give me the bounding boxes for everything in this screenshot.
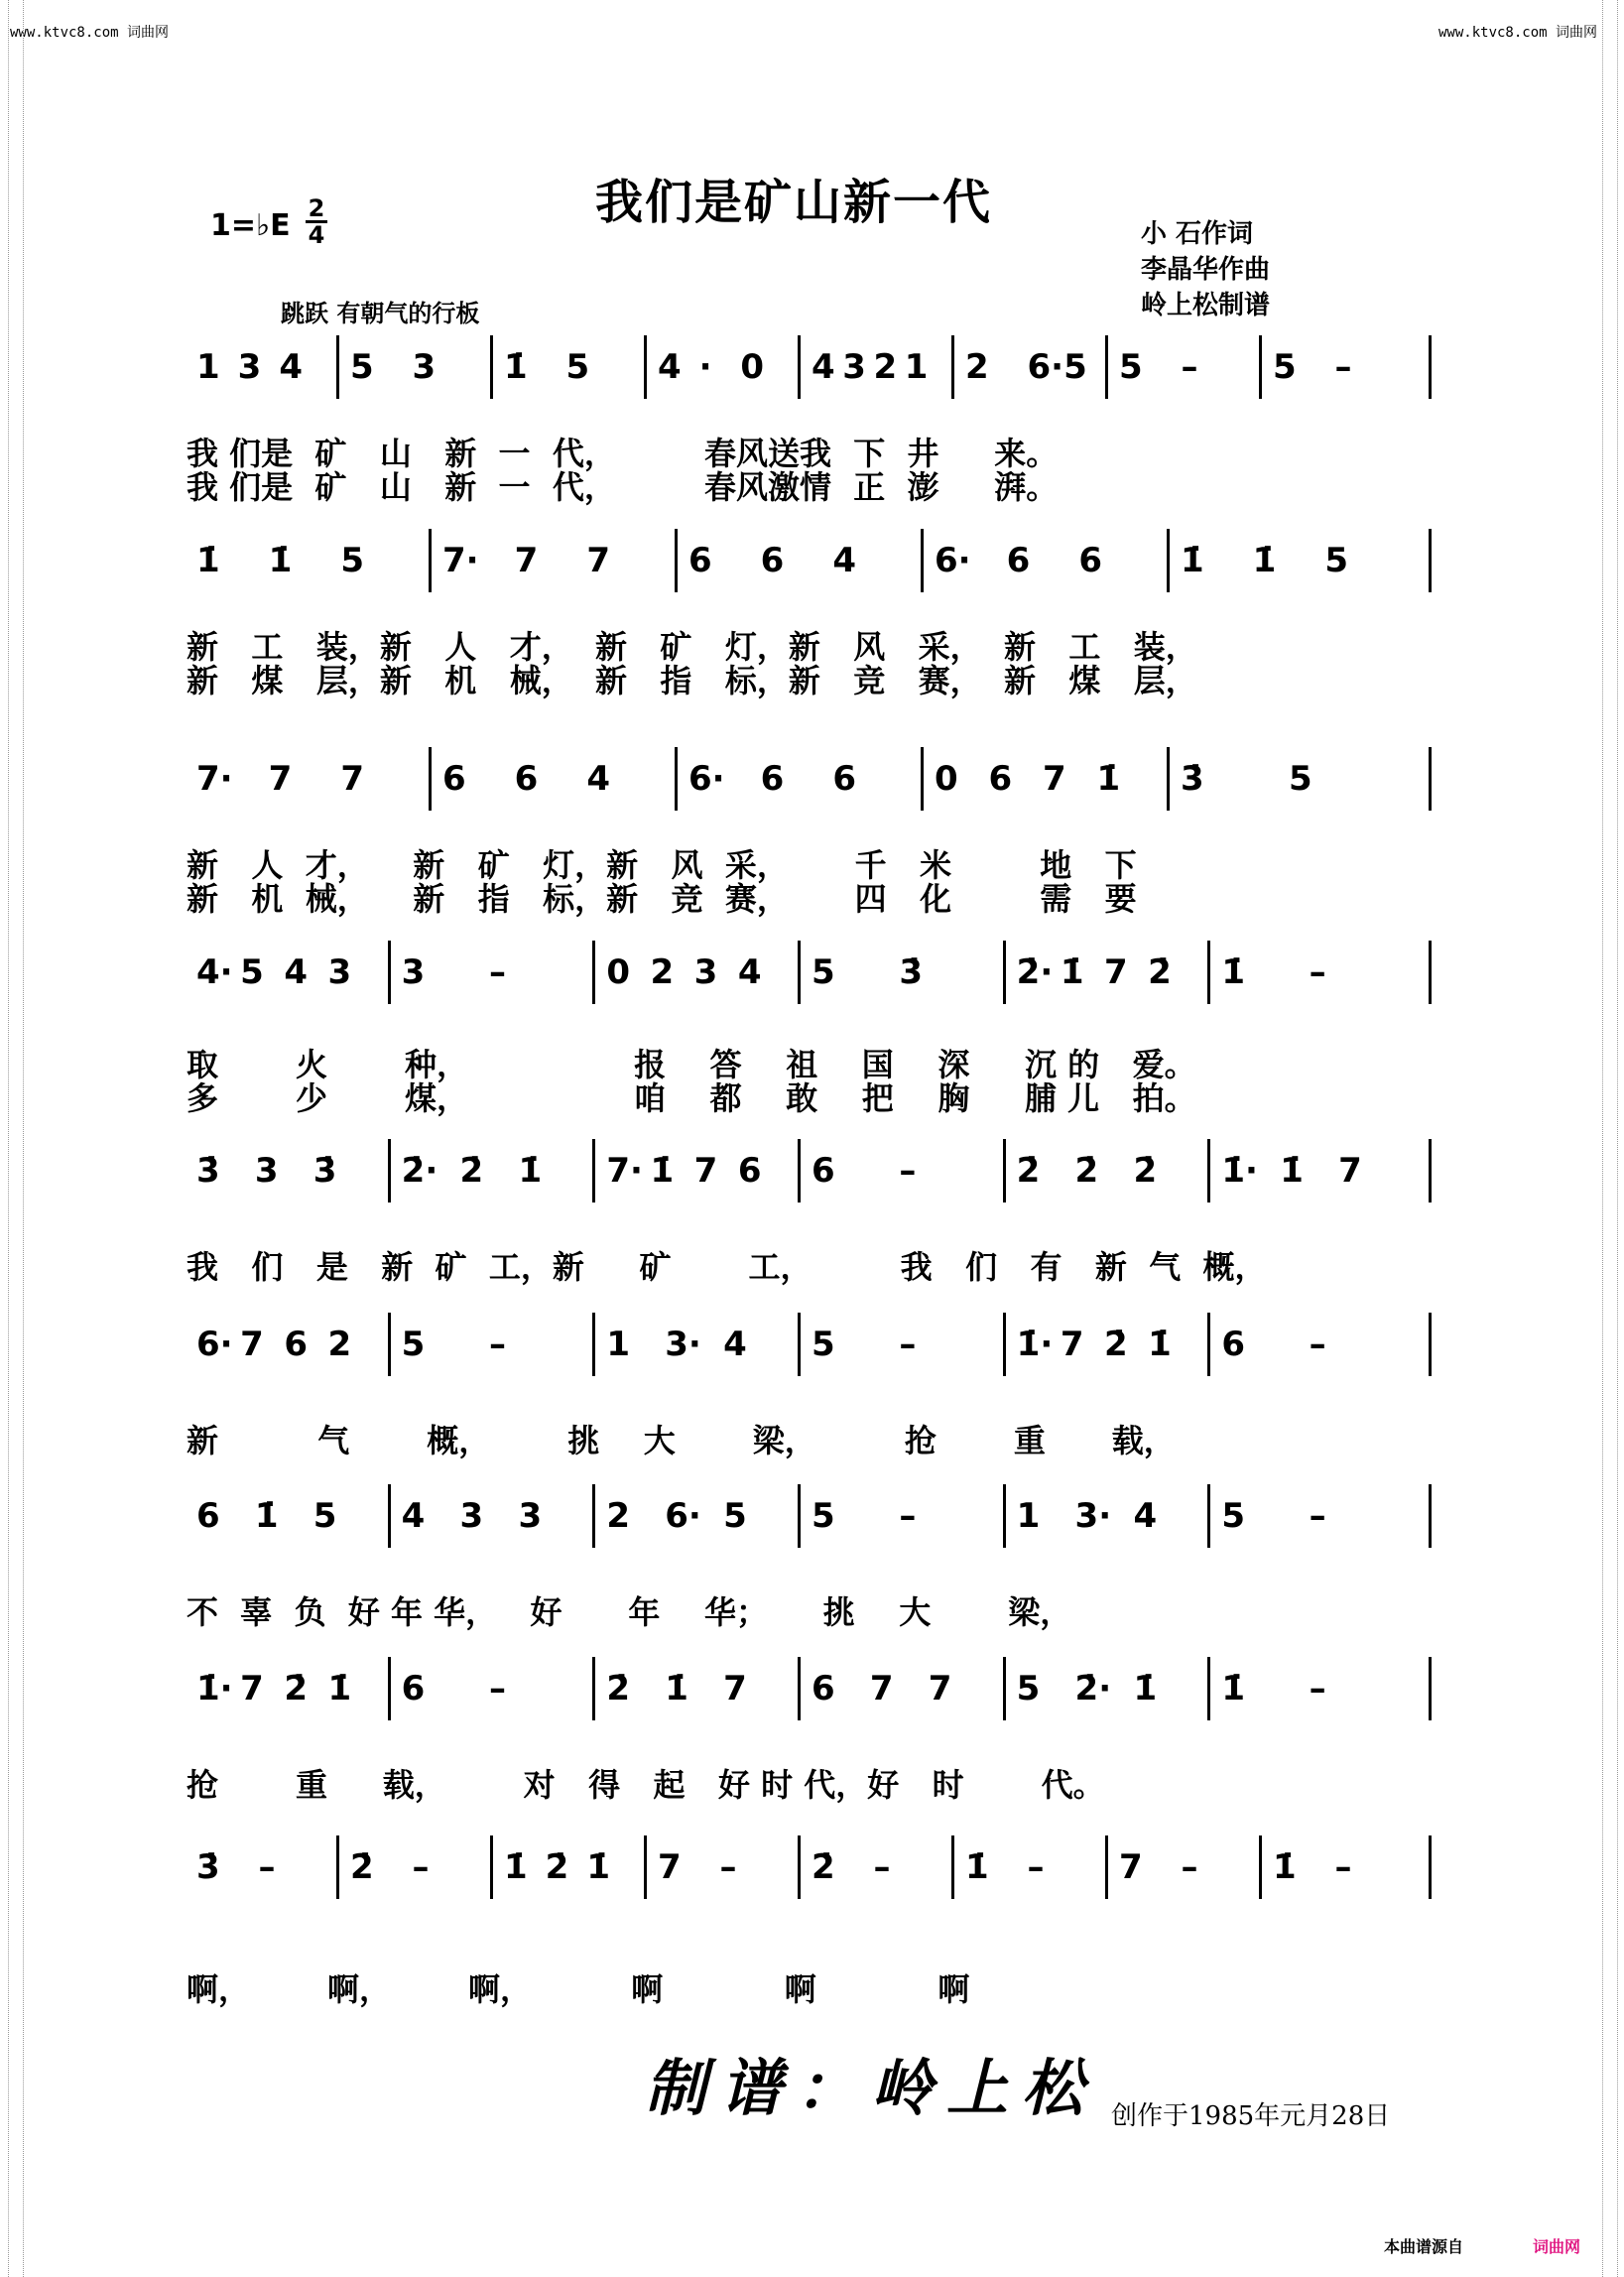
note: 0 (606, 952, 630, 992)
barline (798, 1657, 801, 1720)
note: – (412, 1847, 430, 1887)
barline (336, 335, 339, 399)
note: 1̇ (518, 1151, 543, 1191)
barline (388, 1657, 391, 1720)
note: 7 (1104, 952, 1128, 992)
note: 4 (401, 1496, 426, 1536)
note: 2̇ (606, 1669, 630, 1708)
note: – (1334, 347, 1352, 387)
barline-end (1429, 1835, 1432, 1899)
time-signature (306, 196, 327, 247)
lyric-verse-1: 抢 重 载， 对 得 起 好 时 代，好 时 代。 (187, 1766, 1105, 1804)
note: 3̇ (312, 1151, 337, 1191)
note: 3 (842, 347, 866, 387)
note: 6 (832, 759, 856, 799)
note: 5 (340, 541, 364, 580)
lyric-verse-1: 取 火 种， 报 答 祖 国 深 沉 的 爱。 (187, 1046, 1196, 1083)
barline (798, 1139, 801, 1202)
barline (1259, 1835, 1262, 1899)
note: 6 (760, 759, 785, 799)
note: 7 (693, 1151, 718, 1191)
barline (388, 1139, 391, 1202)
note: – (719, 1847, 737, 1887)
note: 1̇ (504, 1847, 528, 1887)
note: 1̇ (1133, 1669, 1158, 1708)
note: 2̇ (284, 1669, 308, 1708)
note: 7 (869, 1669, 894, 1708)
note: 1̇ (1096, 759, 1121, 799)
score-row-3 (187, 759, 1437, 918)
note: 2̇· (1016, 952, 1054, 992)
barline (951, 1835, 954, 1899)
note: 3· (665, 1325, 701, 1364)
barline-end (1429, 1313, 1432, 1376)
barline (1105, 335, 1108, 399)
note: 0 (740, 347, 764, 387)
note: 5 (1016, 1669, 1041, 1708)
note: 5 (1221, 1496, 1245, 1536)
note: 5 (350, 347, 374, 387)
note: – (899, 1325, 917, 1364)
note: 6· (665, 1496, 701, 1536)
credits (1141, 216, 1270, 323)
note: 5 (1289, 759, 1312, 799)
note: 6 (988, 759, 1013, 799)
barline (592, 1657, 595, 1720)
note: 3 (459, 1496, 484, 1536)
barline (490, 1835, 493, 1899)
barline (798, 335, 801, 399)
note: 1̇ (586, 1847, 610, 1887)
key-signature: 1=♭E (210, 208, 291, 243)
note: · (698, 347, 712, 387)
score-row-9 (187, 1847, 1437, 2016)
note: – (1309, 952, 1326, 992)
note: 1̇ (196, 541, 220, 580)
note: 1̇· (1016, 1325, 1054, 1364)
note: 6 (760, 541, 785, 580)
footer-source-label: 本曲谱源自 (1384, 2237, 1464, 2256)
note: 1̇ (1060, 952, 1084, 992)
note: 6 (1221, 1325, 1245, 1364)
score-row-2 (187, 541, 1437, 699)
site-watermark-left: www.ktvc8.com 词曲网 (10, 25, 170, 41)
barline (429, 529, 432, 592)
barline (644, 1835, 647, 1899)
note: 6·5 (1027, 347, 1087, 387)
note: – (489, 1325, 506, 1364)
note: 5 (723, 1496, 747, 1536)
note: 7 (268, 759, 293, 799)
note: 4 (586, 759, 610, 799)
barline (798, 1484, 801, 1548)
barline (798, 941, 801, 1004)
note: 6 (737, 1151, 762, 1191)
barline (675, 747, 678, 811)
note: – (1181, 1847, 1198, 1887)
note: 7 (1338, 1151, 1362, 1191)
note: 1 (606, 1325, 630, 1364)
note: 1̇ (327, 1669, 352, 1708)
note: 4 (832, 541, 856, 580)
note: 4 (284, 952, 308, 992)
note: 4 (737, 952, 762, 992)
note: 6· (935, 541, 971, 580)
note: 1̇ (504, 347, 528, 387)
note: 2̇ (812, 1847, 835, 1887)
note: 6 (688, 541, 712, 580)
note: 1̇· (1221, 1151, 1258, 1191)
note: 7 (240, 1669, 264, 1708)
footer-site-link[interactable]: 词曲网 (1533, 2237, 1581, 2256)
composition-date: 创作于1985年元月28日 (1111, 2101, 1391, 2131)
left-margin-strip (8, 0, 24, 2277)
note: – (899, 1496, 917, 1536)
note: 3 (327, 952, 352, 992)
note: – (258, 1847, 276, 1887)
barline (798, 1835, 801, 1899)
note: 2 (327, 1325, 352, 1364)
notes-line (187, 1325, 1437, 1424)
note: 3 (412, 347, 437, 387)
note: 5 (1273, 347, 1297, 387)
barline-end (1429, 529, 1432, 592)
note: 5 (401, 1325, 426, 1364)
note: 3̇ (899, 952, 923, 992)
note: 7 (514, 541, 539, 580)
note: – (1181, 347, 1198, 387)
barline-end (1429, 335, 1432, 399)
barline (592, 1139, 595, 1202)
note: 7 (1119, 1847, 1143, 1887)
note: 1̇ (1148, 1325, 1172, 1364)
note: 6 (284, 1325, 308, 1364)
lyric-verse-2: 多 少 煤， 咱 都 敢 把 胸 脯 儿 拍。 (187, 1079, 1196, 1117)
barline (388, 941, 391, 1004)
note: 7 (723, 1669, 747, 1708)
barline-end (1429, 1484, 1432, 1548)
barline (592, 941, 595, 1004)
note: 3̇ (1181, 759, 1204, 799)
note: 7· (442, 541, 479, 580)
note: 2̇ (1148, 952, 1172, 992)
notes-line (187, 1496, 1437, 1595)
note: 5 (812, 1325, 835, 1364)
note: – (1309, 1669, 1326, 1708)
barline (1003, 1313, 1006, 1376)
barline (798, 1313, 801, 1376)
barline (1207, 1484, 1210, 1548)
score-row-7 (187, 1496, 1437, 1631)
lyric-verse-1: 啊， 啊， 啊， 啊 啊 啊 (187, 1970, 970, 2008)
note: 1 (904, 347, 929, 387)
note: 3 (518, 1496, 543, 1536)
note: 6· (196, 1325, 233, 1364)
note: 5 (565, 347, 590, 387)
score-row-8 (187, 1669, 1437, 1804)
barline (1259, 335, 1262, 399)
note: 2 (873, 347, 898, 387)
note: 1̇· (196, 1669, 233, 1708)
score-row-6 (187, 1325, 1437, 1459)
note: 6· (688, 759, 725, 799)
barline (1207, 1313, 1210, 1376)
note: 5 (312, 1496, 337, 1536)
time-signature-bottom: 4 (306, 220, 327, 247)
song-title: 我们是矿山新一代 (595, 175, 993, 230)
barline (336, 1835, 339, 1899)
note: 2̇ (1104, 1325, 1128, 1364)
note: 4 (812, 347, 835, 387)
barline (429, 747, 432, 811)
notes-line (187, 952, 1437, 1052)
note: 2̇ (545, 1847, 569, 1887)
barline (388, 1484, 391, 1548)
note: 6 (442, 759, 466, 799)
barline-end (1429, 747, 1432, 811)
lyricist-credit: 小 石作词 (1141, 219, 1254, 249)
note: – (1027, 1847, 1045, 1887)
barline (951, 335, 954, 399)
barline (644, 335, 647, 399)
note: 1̇ (268, 541, 293, 580)
note: 1̇ (1221, 1669, 1245, 1708)
note: 6 (812, 1669, 835, 1708)
lyric-verse-1: 新 工 装，新 人 才， 新 矿 灯，新 风 采， 新 工 装， (187, 628, 1197, 666)
barline (1105, 1835, 1108, 1899)
notes-line (187, 1847, 1437, 1947)
note: 4· (196, 952, 233, 992)
note: 6 (401, 1669, 426, 1708)
note: 1̇ (665, 1669, 688, 1708)
note: 2̇ (1133, 1151, 1158, 1191)
score-row-1 (187, 347, 1437, 506)
barline-end (1429, 941, 1432, 1004)
note: – (1309, 1496, 1326, 1536)
note: 3̇ (196, 1847, 220, 1887)
note: 3̇ (196, 1151, 220, 1191)
note: 3 (693, 952, 718, 992)
note: 1̇ (1252, 541, 1277, 580)
arranger-signature: 制谱：岭上松 (645, 2052, 1098, 2124)
note: 7 (340, 759, 364, 799)
barline (921, 747, 924, 811)
barline (1167, 529, 1170, 592)
notes-line (187, 1669, 1437, 1768)
lyric-verse-2: 我 们是 矿 山 新 一 代， 春风激情 正 澎 湃。 (187, 468, 1059, 506)
tempo-marking: 跳跃 有朝气的行板 (281, 300, 480, 327)
note: 2 (650, 952, 675, 992)
note: 1 (196, 347, 220, 387)
note: 7 (1060, 1325, 1084, 1364)
note: 2̇ (1016, 1151, 1041, 1191)
note: 5 (240, 952, 264, 992)
note: 7 (586, 541, 610, 580)
note: 4 (1133, 1496, 1158, 1536)
note: 2̇ (1074, 1151, 1099, 1191)
note: 4 (279, 347, 303, 387)
note: 4 (723, 1325, 747, 1364)
barline (490, 335, 493, 399)
note: 1̇ (1280, 1151, 1304, 1191)
score-row-4 (187, 952, 1437, 1117)
note: 2 (606, 1496, 630, 1536)
arranger-credit: 岭上松制谱 (1141, 291, 1271, 320)
notes-line (187, 1151, 1437, 1250)
barline (1003, 1139, 1006, 1202)
note: 2 (965, 347, 989, 387)
site-watermark-right: www.ktvc8.com 词曲网 (1438, 25, 1598, 41)
note: 6 (514, 759, 539, 799)
note: 7 (240, 1325, 264, 1364)
note: 1̇ (1181, 541, 1204, 580)
note: 7 (1043, 759, 1066, 799)
note: 3 (401, 952, 426, 992)
barline (1207, 941, 1210, 1004)
note: 7· (196, 759, 233, 799)
barline (592, 1484, 595, 1548)
note: 3 (254, 1151, 279, 1191)
note: 1 (1016, 1496, 1041, 1536)
barline (1003, 941, 1006, 1004)
note: 2̇· (401, 1151, 438, 1191)
barline (1003, 1484, 1006, 1548)
note: 2̇· (1074, 1669, 1112, 1708)
note: – (1334, 1847, 1352, 1887)
note: 1̇ (965, 1847, 989, 1887)
note: 6 (196, 1496, 220, 1536)
note: 5 (812, 1496, 835, 1536)
barline (1207, 1657, 1210, 1720)
note: – (489, 1669, 506, 1708)
lyric-verse-1: 我 们是 矿 山 新 一 代， 春风送我 下 井 来。 (187, 435, 1059, 472)
note: 1̇ (650, 1151, 675, 1191)
barline-end (1429, 1657, 1432, 1720)
lyric-verse-1: 新 人 才， 新 矿 灯，新 风 采， 千 米 地 下 (187, 846, 1137, 884)
barline (388, 1313, 391, 1376)
note: 7 (928, 1669, 952, 1708)
barline (592, 1313, 595, 1376)
note: 2̇ (350, 1847, 374, 1887)
note: 4 (658, 347, 682, 387)
note: 3· (1074, 1496, 1112, 1536)
note: 5 (1119, 347, 1143, 387)
barline (1003, 1657, 1006, 1720)
note: 5 (1324, 541, 1348, 580)
note: 0 (935, 759, 958, 799)
note: 1̇ (1221, 952, 1245, 992)
barline-end (1429, 1139, 1432, 1202)
note: 3 (237, 347, 262, 387)
barline (921, 529, 924, 592)
note: – (1309, 1325, 1326, 1364)
note: 1̇ (254, 1496, 279, 1536)
note: 1̇ (1273, 1847, 1297, 1887)
barline (1167, 747, 1170, 811)
note: 7 (658, 1847, 682, 1887)
barline (1207, 1139, 1210, 1202)
note: – (899, 1151, 917, 1191)
lyric-verse-1: 不 辜 负 好 年 华， 好 年 华； 挑 大 梁， (187, 1593, 1072, 1631)
lyric-verse-2: 新 煤 层，新 机 械， 新 指 标，新 竞 赛， 新 煤 层， (187, 662, 1197, 699)
time-signature-top: 2 (308, 194, 325, 222)
note: 6 (812, 1151, 835, 1191)
note: 5 (812, 952, 835, 992)
composer-credit: 李晶华作曲 (1141, 255, 1271, 285)
note: – (873, 1847, 891, 1887)
barline (675, 529, 678, 592)
lyric-verse-1: 新 气 概， 挑 大 梁， 抢 重 载， (187, 1422, 1176, 1459)
lyric-verse-2: 新 机 械， 新 指 标，新 竞 赛， 四 化 需 要 (187, 880, 1137, 918)
lyric-verse-1: 我 们 是 新 矿 工，新 矿 工， 我 们 有 新 气 概， (187, 1248, 1267, 1286)
note: 2̇ (459, 1151, 484, 1191)
note: 7· (606, 1151, 643, 1191)
note: 6 (1006, 541, 1031, 580)
note: 6 (1078, 541, 1102, 580)
right-margin-strip (1602, 0, 1618, 2277)
note: – (489, 952, 506, 992)
score-row-5 (187, 1151, 1437, 1286)
